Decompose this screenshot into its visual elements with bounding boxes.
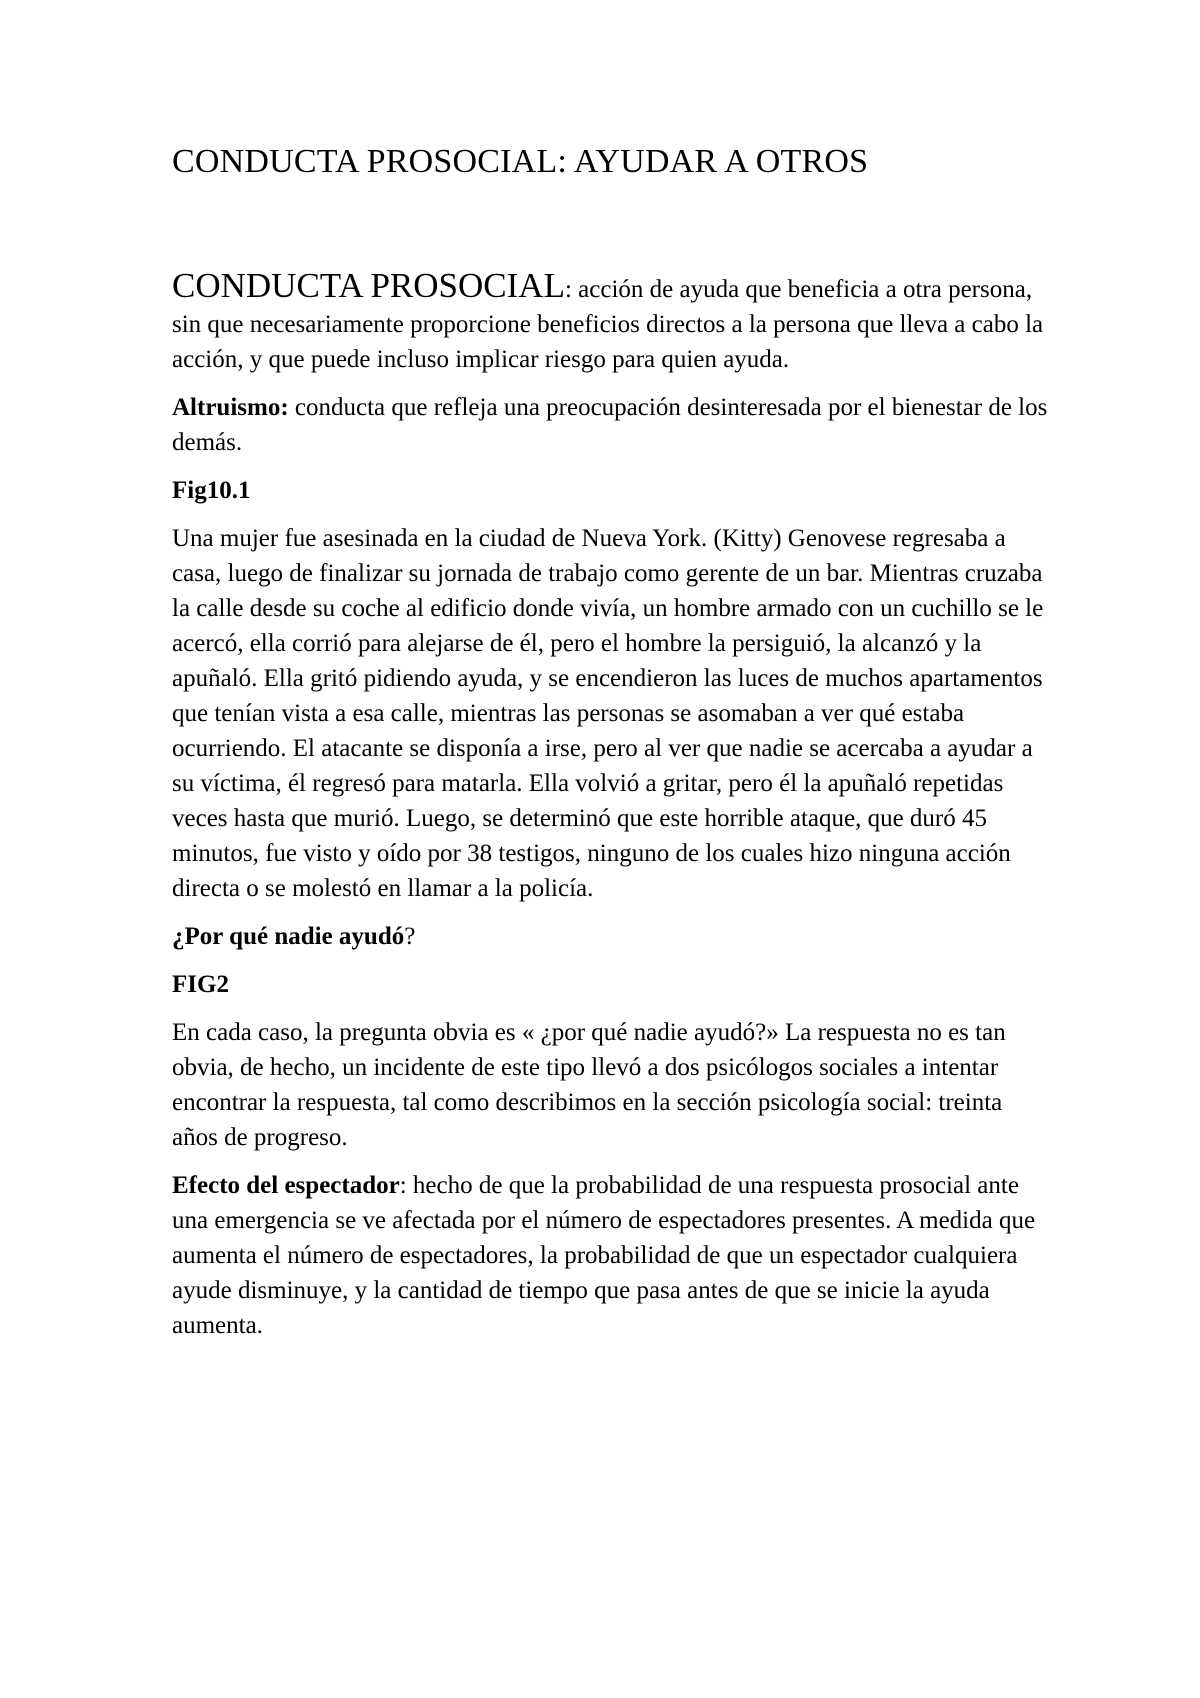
document-title: CONDUCTA PROSOCIAL: AYUDAR A OTROS <box>172 143 869 180</box>
bystander-effect-paragraph <box>172 1168 1052 1343</box>
figure-2-label: FIG2 <box>172 971 229 998</box>
prosocial-definition-paragraph <box>172 268 1052 377</box>
question-mark: ? <box>404 923 416 950</box>
question-bold-text: ¿Por qué nadie ayudó <box>172 923 405 950</box>
document-body <box>172 268 1052 1356</box>
prosocial-definition: : acción de ayuda que beneficia a otra persona, sin que necesariamente proporcione beneficios directos a la persona que lleva a cabo la acción, y que puede incluso implicar riesgo para quien ayuda. <box>172 276 1044 373</box>
altruism-definition: conducta que refleja una preocupación desinteresada por el bienestar de los demás. <box>172 394 1048 456</box>
figure-1-label: Fig10.1 <box>172 477 251 504</box>
response-paragraph: En cada caso, la pregunta obvia es « ¿por qué nadie ayudó?» La respuesta no es tan obvia, de hecho, un incidente de este tipo llevó a dos psicólogos sociales a intentar encontrar la respuesta, tal como describimos en la sección psicología social: treinta años de progreso. <box>172 1019 1006 1151</box>
bystander-term: Efecto del espectador <box>172 1172 400 1199</box>
question-paragraph <box>172 919 1052 954</box>
altruism-term: Altruismo: <box>172 394 289 421</box>
altruism-definition-paragraph <box>172 390 1052 460</box>
bystander-definition: : hecho de que la probabilidad de una respuesta prosocial ante una emergencia se ve afectada por el número de espectadores presentes. A medida que aumenta el número de espectadores, la probabilidad de que un espectador cualquiera ayude disminuye, y la cantidad de tiempo que pasa antes de que se inicie la ayuda aumenta. <box>172 1172 1036 1339</box>
genovese-case-paragraph: Una mujer fue asesinada en la ciudad de Nueva York. (Kitty) Genovese regresaba a casa, luego de finalizar su jornada de trabajo como gerente de un bar. Mientras cruzaba la calle desde su coche al edificio donde vivía, un hombre armado con un cuchillo se le acercó, ella corrió para alejarse de él, pero el hombre la persiguió, la alcanzó y la apuñaló. Ella gritó pidiendo ayuda, y se encendieron las luces de muchos apartamentos que tenían vista a esa calle, mientras las personas se asomaban a ver qué estaba ocurriendo. El atacante se disponía a irse, pero al ver que nadie se acercaba a ayudar a su víctima, él regresó para matarla. Ella volvió a gritar, pero él la apuñaló repetidas veces hasta que murió. Luego, se determinó que este horrible ataque, que duró 45 minutos, fue visto y oído por 38 testigos, ninguno de los cuales hizo ninguna acción directa o se molestó en llamar a la policía. <box>172 525 1044 902</box>
prosocial-term: CONDUCTA PROSOCIAL <box>172 266 565 305</box>
